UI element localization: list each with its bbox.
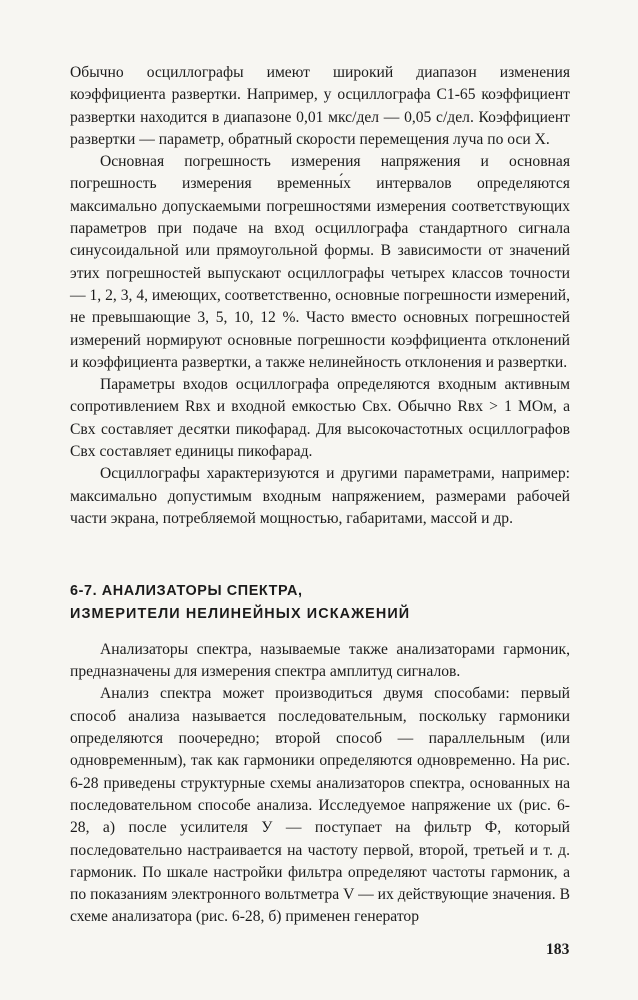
paragraph-other-parameters: Осциллографы характеризуются и другими параметрами, например: максимально допустимым входным напряжением, размерами рабочей части экрана, потребляемой мощностью, габаритами, массой и др. xyxy=(70,465,570,527)
paragraph-spectrum-analyzers: Анализаторы спектра, называемые также анализаторами гармоник, предназначены для измерения спектра амплитуд сигналов. xyxy=(70,640,570,681)
paragraph-sweep-coefficient: Обычно осциллографы имеют широкий диапазон изменения коэффициента развертки. Например, у осциллографа С1-65 коэффициент развертки находится в диапазоне 0,01 мкс/дел — 0,05 с/дел. Коэффициент развертки — параметр, обратный скорости перемещения луча по оси X. xyxy=(70,64,570,148)
section-heading xyxy=(70,580,570,625)
paragraph-analysis-methods: Анализ спектра может производиться двумя способами: первый способ анализа называется последовательным, поскольку гармоники определяются поочередно; второй способ — параллельным (или одновременным), так как гармоники определяются одновременно. На рис. 6-28 приведены структурные схемы анализаторов спектра, основанных на последовательном способе анализа. Исследуемое напряжение uх (рис. 6-28, а) после усилителя У — поступает на фильтр Ф, который последовательно настраивается на частоту первой, второй, третьей и т. д. гармоник. По шкале настройки фильтра определяют частоты гармоник, а по показаниям электронного вольтметра V — их действующие значения. В схеме анализатора (рис. 6-28, б) применен генератор xyxy=(70,685,570,926)
paragraph-input-parameters: Параметры входов осциллографа определяются входным активным сопротивлением Rвх и входной емкостью Свх. Обычно Rвх > 1 МОм, а Свх составляет десятки пикофарад. Для высокочастотных осциллографов Свх составляет единицы пикофарад. xyxy=(70,376,570,461)
section-heading-line-1: 6-7. АНАЛИЗАТОРЫ СПЕКТРА, xyxy=(70,583,303,600)
section-heading-line-2: ИЗМЕРИТЕЛИ НЕЛИНЕЙНЫХ ИСКАЖЕНИЙ xyxy=(70,605,411,622)
page-text xyxy=(70,62,570,929)
page-number: 183 xyxy=(546,941,570,958)
paragraph-basic-error: Основная погрешность измерения напряжения и основная погрешность измерения временны́х интервалов определяются максимально допускаемыми погрешностями измерения соответствующих параметров при подаче на вход осциллографа стандартного сигнала синусоидальной или прямоугольной формы. В зависимости от значений этих погрешностей выпускают осциллографы четырех классов точности — 1, 2, 3, 4, имеющих, соответственно, основные погрешности измерений, не превышающие 3, 5, 10, 12 %. Часто вместо основных погрешностей измерений нормируют основные погрешности коэффициента отклонений и коэффициента развертки, а также нелинейность отклонения и развертки. xyxy=(70,153,570,371)
